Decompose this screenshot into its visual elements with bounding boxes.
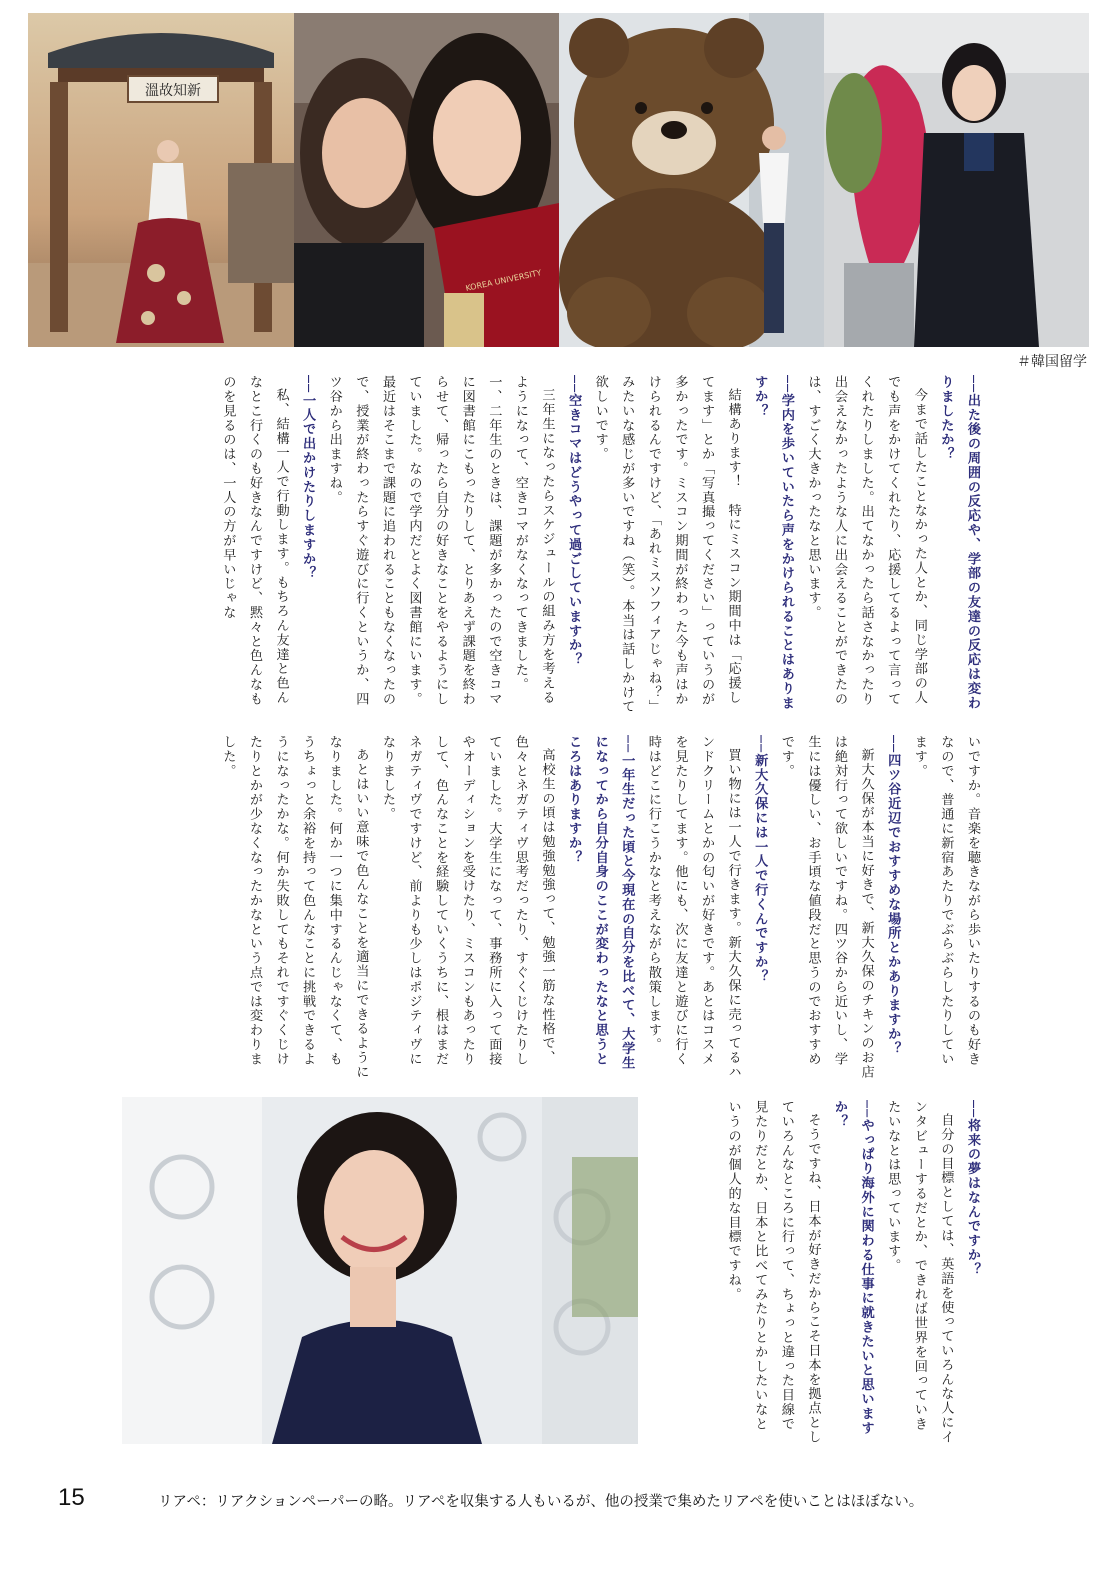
hashtag-caption: ＃韓国留学 (1017, 354, 1087, 370)
answer-going-alone: 私、結構一人で行動します。もちろん友達と色んなとこ行くのも好きなんですけど、黙々と色んなものを見るのは、一人の方が早いじゃな (220, 375, 289, 707)
question-approached: ──学内を歩いていたら声をかけられることはありますか？ (752, 375, 794, 711)
answer-shin-okubo: 買い物には一人で行きます。新大久保に売ってるハンドクリームとかの匂いが好きです。あとはコスメを見たりしてます。他にも、次に友達と遊びに行く時はどこに行こうかなと考えながら散策します。 (645, 735, 741, 1080)
question-free-periods: ──空きコマはどうやって過ごしていますか？ (566, 375, 582, 667)
answer-overseas-work: そうですね、日本が好きだからこそ日本を拠点としていろんなところに行って、ちょっと違った目線で見たりだとか、日本と比べてみたりとかしたいなというのが個人的な目標ですね。 (725, 1100, 821, 1445)
interview-block-top (125, 375, 985, 715)
interview-block-lower (635, 1100, 985, 1445)
graduation-selfie-photo (294, 13, 559, 347)
answer-approached: 結構あります！ 特にミスコン期間中は「応援してます」とか「写真撮ってください」っていうのが多かったです。ミスコン期間が終わった今も声はかけられるんですけど、「あれミスソフィアじゃね？」みたいな感じが多いですね（笑）。本当は話しかけて欲しいです。 (592, 375, 741, 714)
interview-block-middle (125, 735, 985, 1080)
gate-sign-text: 溫故知新 (145, 83, 201, 99)
question-shin-okubo: ──新大久保には一人で行くんですか？ (752, 735, 768, 984)
answer-yotsuya-spots: 新大久保が本当に好きで、新大久保のチキンのお店は絶対行って欲しいですね。四ツ谷から近いし、学生には優しい、お手頃な値段だと思うのでおすすめです。 (778, 735, 874, 1080)
answer-reaction: 今まで話したことなかった人とか、同じ学部の人でも声をかけてくれたり、応援してるよって言ってくれたりしました。出てなかったら話さなかったり出会えなかったような人に出会えることができたのは、すごく大きかったなと思います。 (805, 375, 927, 707)
bear-statue-photo (559, 13, 824, 347)
passport-airport-photo (824, 13, 1089, 347)
question-going-alone: ──一人で出かけたりしますか？ (300, 375, 316, 581)
page-number: 15 (58, 1484, 85, 1511)
hanbok-photo (28, 13, 294, 347)
answer-future-dream: 自分の目標としては、英語を使っていろんな人にインタビューするだとか、できれば世界を回っていきたいなとは思っています。 (885, 1100, 954, 1445)
answer-changes-2: あとはいい意味で色んなことを適当にできるようになりました。何か一つに集中するんじゃなくて、もうちょっと余裕を持って色んなことに挑戦できるようになったかな。何か失敗してもそれですぐくじけたりとかが少なくなったかなという点では変わりました。 (220, 735, 369, 1080)
portrait-photo (122, 1097, 638, 1444)
question-future-dream: ──将来の夢はなんですか？ (965, 1100, 980, 1277)
question-reaction: ──出た後の周囲の反応や、学部の友達の反応は変わりましたか？ (938, 375, 980, 711)
answer-free-periods: 三年生になったらスケジュールの組み方を考えるようになって、空きコマがなくなってきました。一、二年生のときは、課題が多かったので空きコマに図書館にこもったりして、とりあえず課題を終わらせて、帰ったら自分の好きなことをやるようにしていました。なので学内だとよく図書館にいます。最近はそこまで課題に追われることもなくなったので、授業が終わったらすぐ遊びに行くというか、四ツ谷から出ますね。 (326, 375, 555, 707)
folder-label: KOREA UNIVERSITY (464, 268, 543, 293)
question-yotsuya-spots: ──四ツ谷近辺でおすすめな場所とかありますか？ (885, 735, 901, 1056)
footnote: リアペ：リアクションペーパーの略。リアペを収集する人もいるが、他の授業で集めたリアペを使いことはほぼない。 (158, 1494, 924, 1510)
question-overseas-work: ──やっぱり海外に関わる仕事に就きたいと思いますか？ (832, 1100, 874, 1436)
answer-changes-1: 高校生の頃は勉強勉強って、勉強一筋な性格で、色々とネガティヴ思考だったり、すぐくじけたりしていました。大学生になって、事務所に入って面接やオーディションを受けたり、ミスコンもあったりして、色んなことを経験していくうちに、根はまだネガティヴですけど、前よりも少しはポジティヴになりました。 (379, 735, 555, 1067)
question-changes: ──一年生だった頃と今現在の自分を比べて、大学生になってから自分自身のここが変わったなと思うところはありますか？ (566, 735, 635, 1071)
answer-going-alone-continued: いですか。音楽を聴きながら歩いたりするのも好きなので、普通に新宿あたりでぶらぶらしたりしています。 (911, 735, 980, 1067)
